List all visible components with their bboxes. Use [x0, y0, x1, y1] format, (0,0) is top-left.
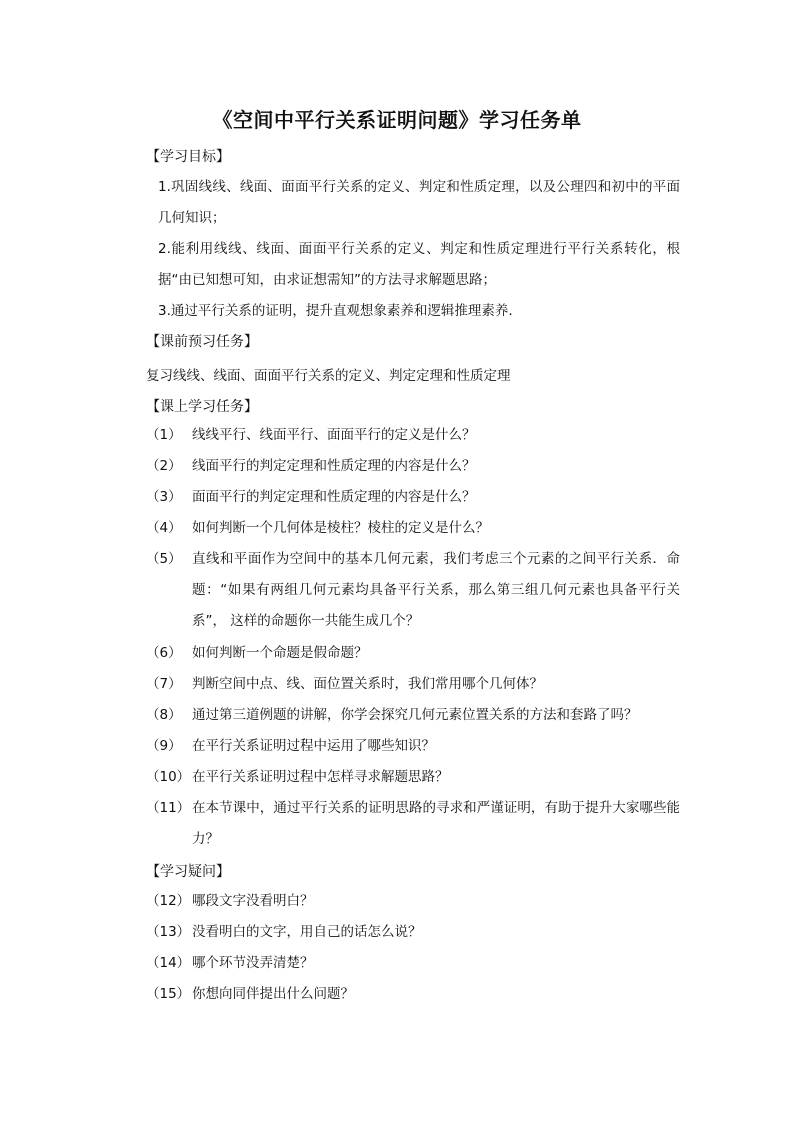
- item-number: （6）: [146, 645, 182, 661]
- item-number: （10）: [146, 769, 191, 785]
- objectives-heading: 【学习目标】: [146, 149, 230, 165]
- item-text: 如何判断一个命题是假命题？: [192, 645, 368, 661]
- objective-text: 1.巩固线线、线面、面面平行关系的定义、判定和性质定理，以及公理四和初中的平面几何知识；: [158, 179, 680, 226]
- item-number: （7）: [146, 676, 182, 692]
- item-text: 线面平行的判定定理和性质定理的内容是什么？: [192, 458, 476, 474]
- item-text: 在平行关系证明过程中运用了哪些知识？: [192, 738, 435, 754]
- item-number: （14）: [146, 955, 191, 971]
- item-text: 哪段文字没看明白？: [192, 893, 314, 909]
- document-title: 《空间中平行关系证明问题》学习任务单: [212, 108, 582, 132]
- item-text: 直线和平面作为空间中的基本几何元素，我们考虑三个元素的之间平行关系．命题：“如果有两组几何元素均具备平行关系，那么第三组几何元素也具备平行关系”， 这样的命题你一共能生成几个？: [192, 551, 680, 629]
- questions-heading: 【学习疑问】: [146, 864, 230, 880]
- item-text: 你想向同伴提出什么问题？: [192, 986, 354, 1002]
- objective-text: 3.通过平行关系的证明，提升直观想象素养和逻辑推理素养.: [158, 303, 513, 319]
- item-number: （9）: [146, 738, 182, 754]
- item-text: 线线平行、线面平行、面面平行的定义是什么？: [192, 427, 476, 443]
- item-number: （12）: [146, 893, 191, 909]
- item-text: 没看明白的文字，用自己的话怎么说？: [192, 924, 422, 940]
- item-number: （8）: [146, 707, 182, 723]
- item-number: （15）: [146, 986, 191, 1002]
- preview-text: 复习线线、线面、面面平行关系的定义、判定定理和性质定理: [146, 368, 511, 384]
- objective-text: 2.能利用线线、线面、面面平行关系的定义、判定和性质定理进行平行关系转化，根据“由已知想可知，由求证想需知”的方法寻求解题思路；: [158, 241, 680, 288]
- objective-item: [120, 172, 680, 234]
- preview-heading: 【课前预习任务】: [146, 334, 258, 350]
- item-number: （4）: [146, 520, 182, 536]
- item-number: （13）: [146, 924, 191, 940]
- item-text: 哪个环节没弄清楚？: [192, 955, 314, 971]
- item-text: 在本节课中，通过平行关系的证明思路的寻求和严谨证明，有助于提升大家哪些能力？: [192, 800, 680, 847]
- inclass-heading: 【课上学习任务】: [146, 399, 258, 415]
- item-text: 如何判断一个几何体是棱柱？棱柱的定义是什么？: [192, 520, 489, 536]
- objective-item: [120, 234, 680, 296]
- item-text: 通过第三道例题的讲解，你学会探究几何元素位置关系的方法和套路了吗？: [192, 707, 638, 723]
- item-number: （2）: [146, 458, 182, 474]
- item-text: 面面平行的判定定理和性质定理的内容是什么？: [192, 489, 476, 505]
- item-number: （1）: [146, 427, 182, 443]
- item-number: （5）: [146, 551, 182, 567]
- item-text: 判断空间中点、线、面位置关系时，我们常用哪个几何体？: [192, 676, 543, 692]
- item-text: 在平行关系证明过程中怎样寻求解题思路？: [192, 769, 449, 785]
- item-number: （3）: [146, 489, 182, 505]
- item-number: （11）: [146, 800, 191, 816]
- objective-item: [120, 296, 680, 327]
